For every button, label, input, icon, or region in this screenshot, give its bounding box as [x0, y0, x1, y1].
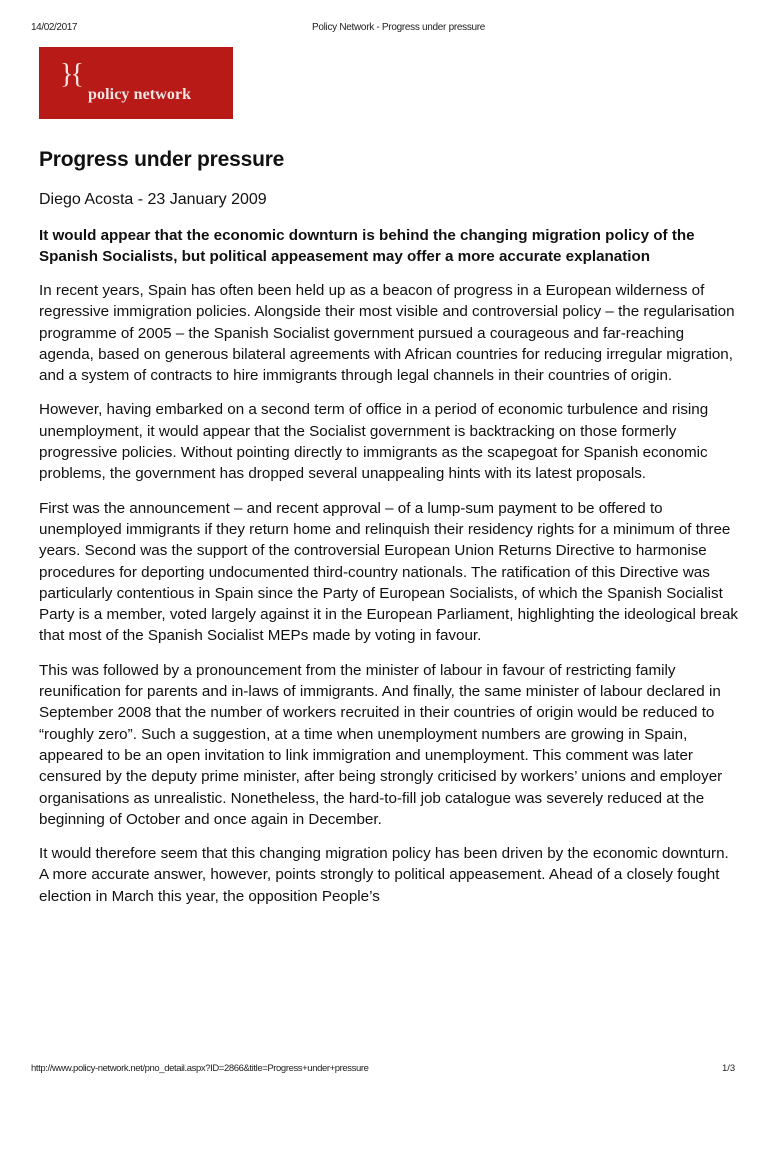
article-paragraph: However, having embarked on a second term of office in a period of economic turbulence and rising unemployment, it would appear that the Socialist government is backtracking on those formerly progressive policies. Without pointing directly to immigrants as the scapegoat for Spanish economic problems, the government has dropped several unappealing hints with its latest proposals.: [39, 401, 709, 483]
article: [39, 146, 739, 907]
page-title: Progress under pressure: [39, 148, 285, 171]
byline: Diego Acosta - 23 January 2009: [39, 191, 267, 208]
print-footer-url: http://www.policy-network.net/pno_detail.aspx?ID=2866&title=Progress+under+pressure: [31, 1063, 369, 1074]
standfirst: It would appear that the economic downturn is behind the changing migration policy of the Spanish Socialists, but political appeasement may offer a more accurate explanation: [39, 227, 695, 265]
article-paragraph: First was the announcement – and recent approval – of a lump-sum payment to be offered to unemployed immigrants if they return home and relinquish their residency rights for a minimum of three years. Second was the support of the controversial European Union Returns Directive to harmonise procedures for deporting undocumented third-country nationals. The ratification of this Directive was particularly contentious in Spain since the Party of European Socialists, of which the Spanish Socialist Party is a member, voted largely against it in the European Parliament, highlighting the ideological break that most of the Spanish Socialist MEPs made by voting in favour.: [39, 499, 739, 645]
policy-network-logo[interactable]: [39, 47, 233, 119]
article-paragraph: In recent years, Spain has often been held up as a beacon of progress in a European wilderness of regressive immigration policies. Alongside their most visible and controversial policy – the regularisation programme of 2005 – the Spanish Socialist government pursued a courageous and far-reaching agenda, based on generous bilateral agreements with African countries for reducing irregular migration, and a system of contracts to hire immigrants through legal channels in their countries of origin.: [39, 282, 735, 385]
article-paragraph: It would therefore seem that this changing migration policy has been driven by the economic downturn. A more accurate answer, however, points strongly to political appeasement. Ahead of a closely fought election in March this year, the opposition People’s: [39, 845, 729, 905]
braces-logo-icon: }{: [60, 59, 81, 90]
print-header-title: Policy Network - Progress under pressure: [312, 22, 486, 33]
logo-text: policy network: [88, 86, 192, 103]
article-paragraph: This was followed by a pronouncement from the minister of labour in favour of restricting family reunification for parents and in-laws of immigrants. And finally, the same minister of labour declared in September 2008 that the number of workers recruited in their countries of origin would be reduced to “roughly zero”. Such a suggestion, at a time when unemployment numbers are growing in Spain, appeared to be an open invitation to link immigration and unemployment. This comment was later censured by the deputy prime minister, after being strongly criticised by workers’ unions and employer organisations as unrealistic. Nonetheless, the hard-to-fill job catalogue was severely reduced at the beginning of October and once again in December.: [39, 661, 723, 828]
print-header-date: 14/02/2017: [31, 22, 78, 33]
print-footer-page-number: 1/3: [722, 1063, 736, 1074]
